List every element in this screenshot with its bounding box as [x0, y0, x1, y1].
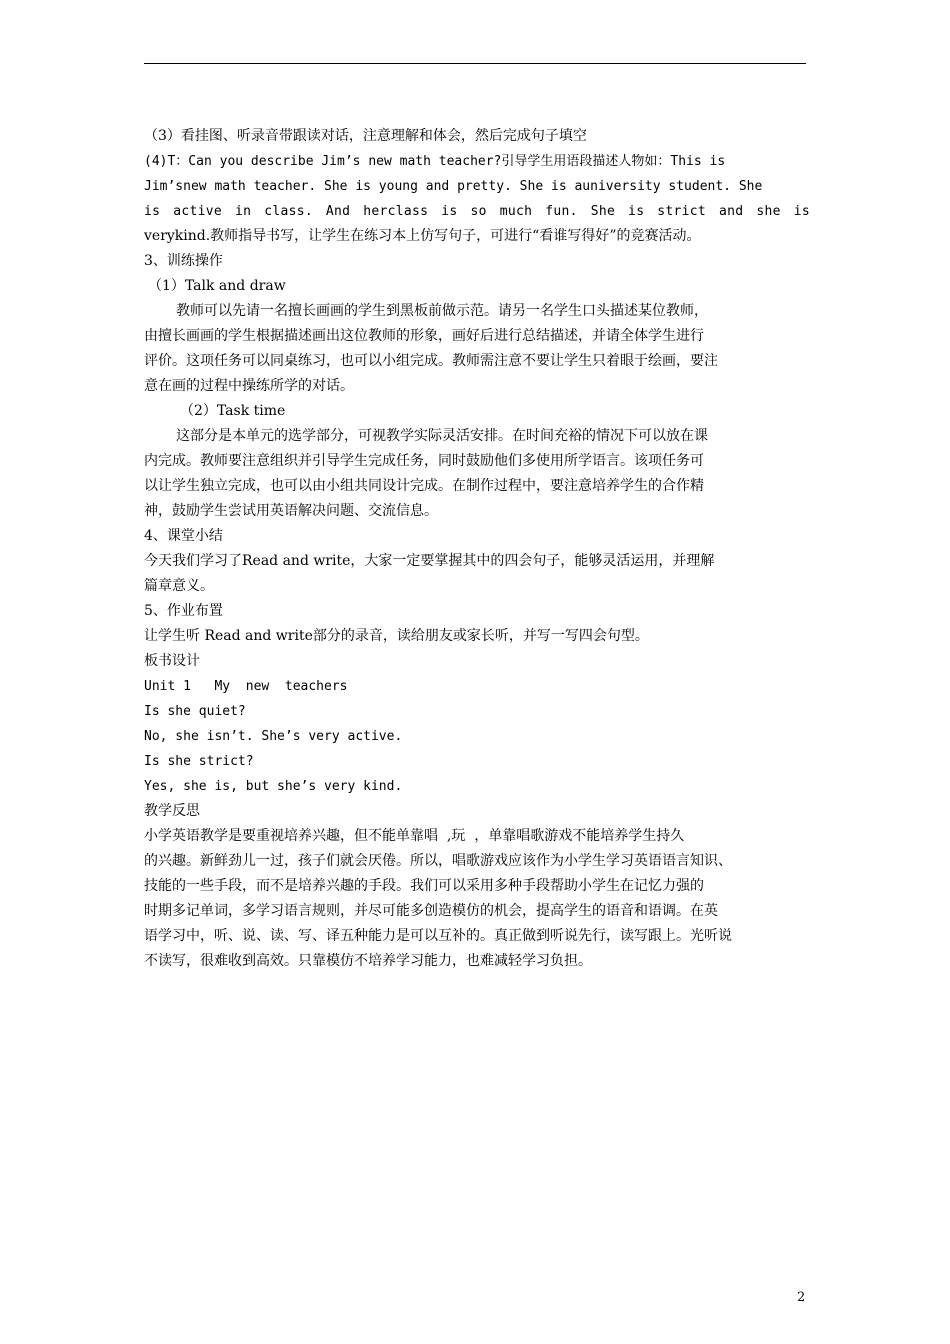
subheading-task-time: （2）Task time: [180, 403, 286, 419]
example-line-4: verykind.教师指导书写，让学生在练习本上仿写句子，可进行“看谁写得好”的竞赛活动。: [144, 228, 701, 244]
paragraph-line: 由擅长画画的学生根据描述画出这位教师的形象，画好后进行总结描述，并请全体学生进行: [144, 328, 704, 344]
paragraph-line: 的兴趣。新鲜劲儿一过，孩子们就会厌倦。所以，唱歌游戏应该作为小学生学习英语语言知识、: [144, 853, 732, 869]
example-line-2: Jim’snew math teacher. She is young and pretty. She is auniversity student. She: [144, 179, 763, 194]
paragraph-line: 内完成。教师要注意组织并引导学生完成任务，同时鼓励他们多使用所学语言。该项任务可: [144, 453, 704, 469]
section-heading-3: 3、训练操作: [144, 253, 223, 269]
section-heading-5: 5、作业布置: [144, 603, 223, 619]
board-line: Yes, she is, but she’s very kind.: [144, 779, 403, 794]
paragraph-line: 技能的一些手段，而不是培养兴趣的手段。我们可以采用多种手段帮助小学生在记忆力强的: [144, 878, 704, 894]
paragraph-line: 语学习中，听、说、读、写、译五种能力是可以互补的。真正做到听说先行，读写跟上。光听说: [144, 928, 732, 944]
board-line: Unit 1 My new teachers: [144, 679, 348, 694]
page-number: 2: [797, 1290, 806, 1305]
step-3-line: （3）看挂图、听录音带跟读对话，注意理解和体会，然后完成句子填空: [144, 128, 587, 144]
section-heading-reflection: 教学反思: [144, 803, 200, 819]
paragraph-line: 时期多记单词，多学习语言规则，并尽可能多创造模仿的机会，提高学生的语音和语调。在英: [144, 903, 718, 919]
example-line-3: is active in class. And herclass is so much fun. She is strict and she is: [144, 204, 810, 219]
header-rule: [144, 63, 806, 64]
paragraph-line: 让学生听 Read and write部分的录音，读给朋友或家长听，并写一写四会句型。: [144, 628, 649, 644]
board-line: Is she strict?: [144, 754, 254, 769]
section-heading-4: 4、课堂小结: [144, 528, 223, 544]
board-line: Is she quiet?: [144, 704, 246, 719]
paragraph-line: 今天我们学习了Read and write，大家一定要掌握其中的四会句子，能够灵活运用，并理解: [144, 553, 715, 569]
paragraph-line: 不读写，很难收到高效。只靠模仿不培养学习能力，也难减轻学习负担。: [144, 953, 592, 969]
step-4-line: (4)T：Can you describe Jim’s new math teacher?引导学生用语段描述人物如：This is: [144, 154, 726, 169]
paragraph-line: 意在画的过程中操练所学的对话。: [144, 378, 354, 394]
paragraph-line: 篇章意义。: [144, 578, 214, 594]
paragraph-line: 评价。这项任务可以同桌练习，也可以小组完成。教师需注意不要让学生只着眼于绘画，要注: [144, 353, 718, 369]
board-line: No, she isn’t. She’s very active.: [144, 729, 403, 744]
paragraph-line: 神，鼓励学生尝试用英语解决问题、交流信息。: [144, 503, 438, 519]
paragraph-line: 教师可以先请一名擅长画画的学生到黑板前做示范。请另一名学生口头描述某位教师，: [176, 303, 708, 319]
subheading-talk-and-draw: （1）Talk and draw: [148, 278, 286, 294]
document-body: [144, 124, 810, 974]
paragraph-line: 以让学生独立完成，也可以由小组共同设计完成。在制作过程中，要注意培养学生的合作精: [144, 478, 704, 494]
paragraph-line: 这部分是本单元的选学部分，可视教学实际灵活安排。在时间充裕的情况下可以放在课: [176, 428, 708, 444]
section-heading-board: 板书设计: [144, 653, 200, 669]
paragraph-line: 小学英语教学是要重视培养兴趣，但不能单靠唱 ,玩 ，单靠唱歌游戏不能培养学生持久: [144, 828, 685, 844]
